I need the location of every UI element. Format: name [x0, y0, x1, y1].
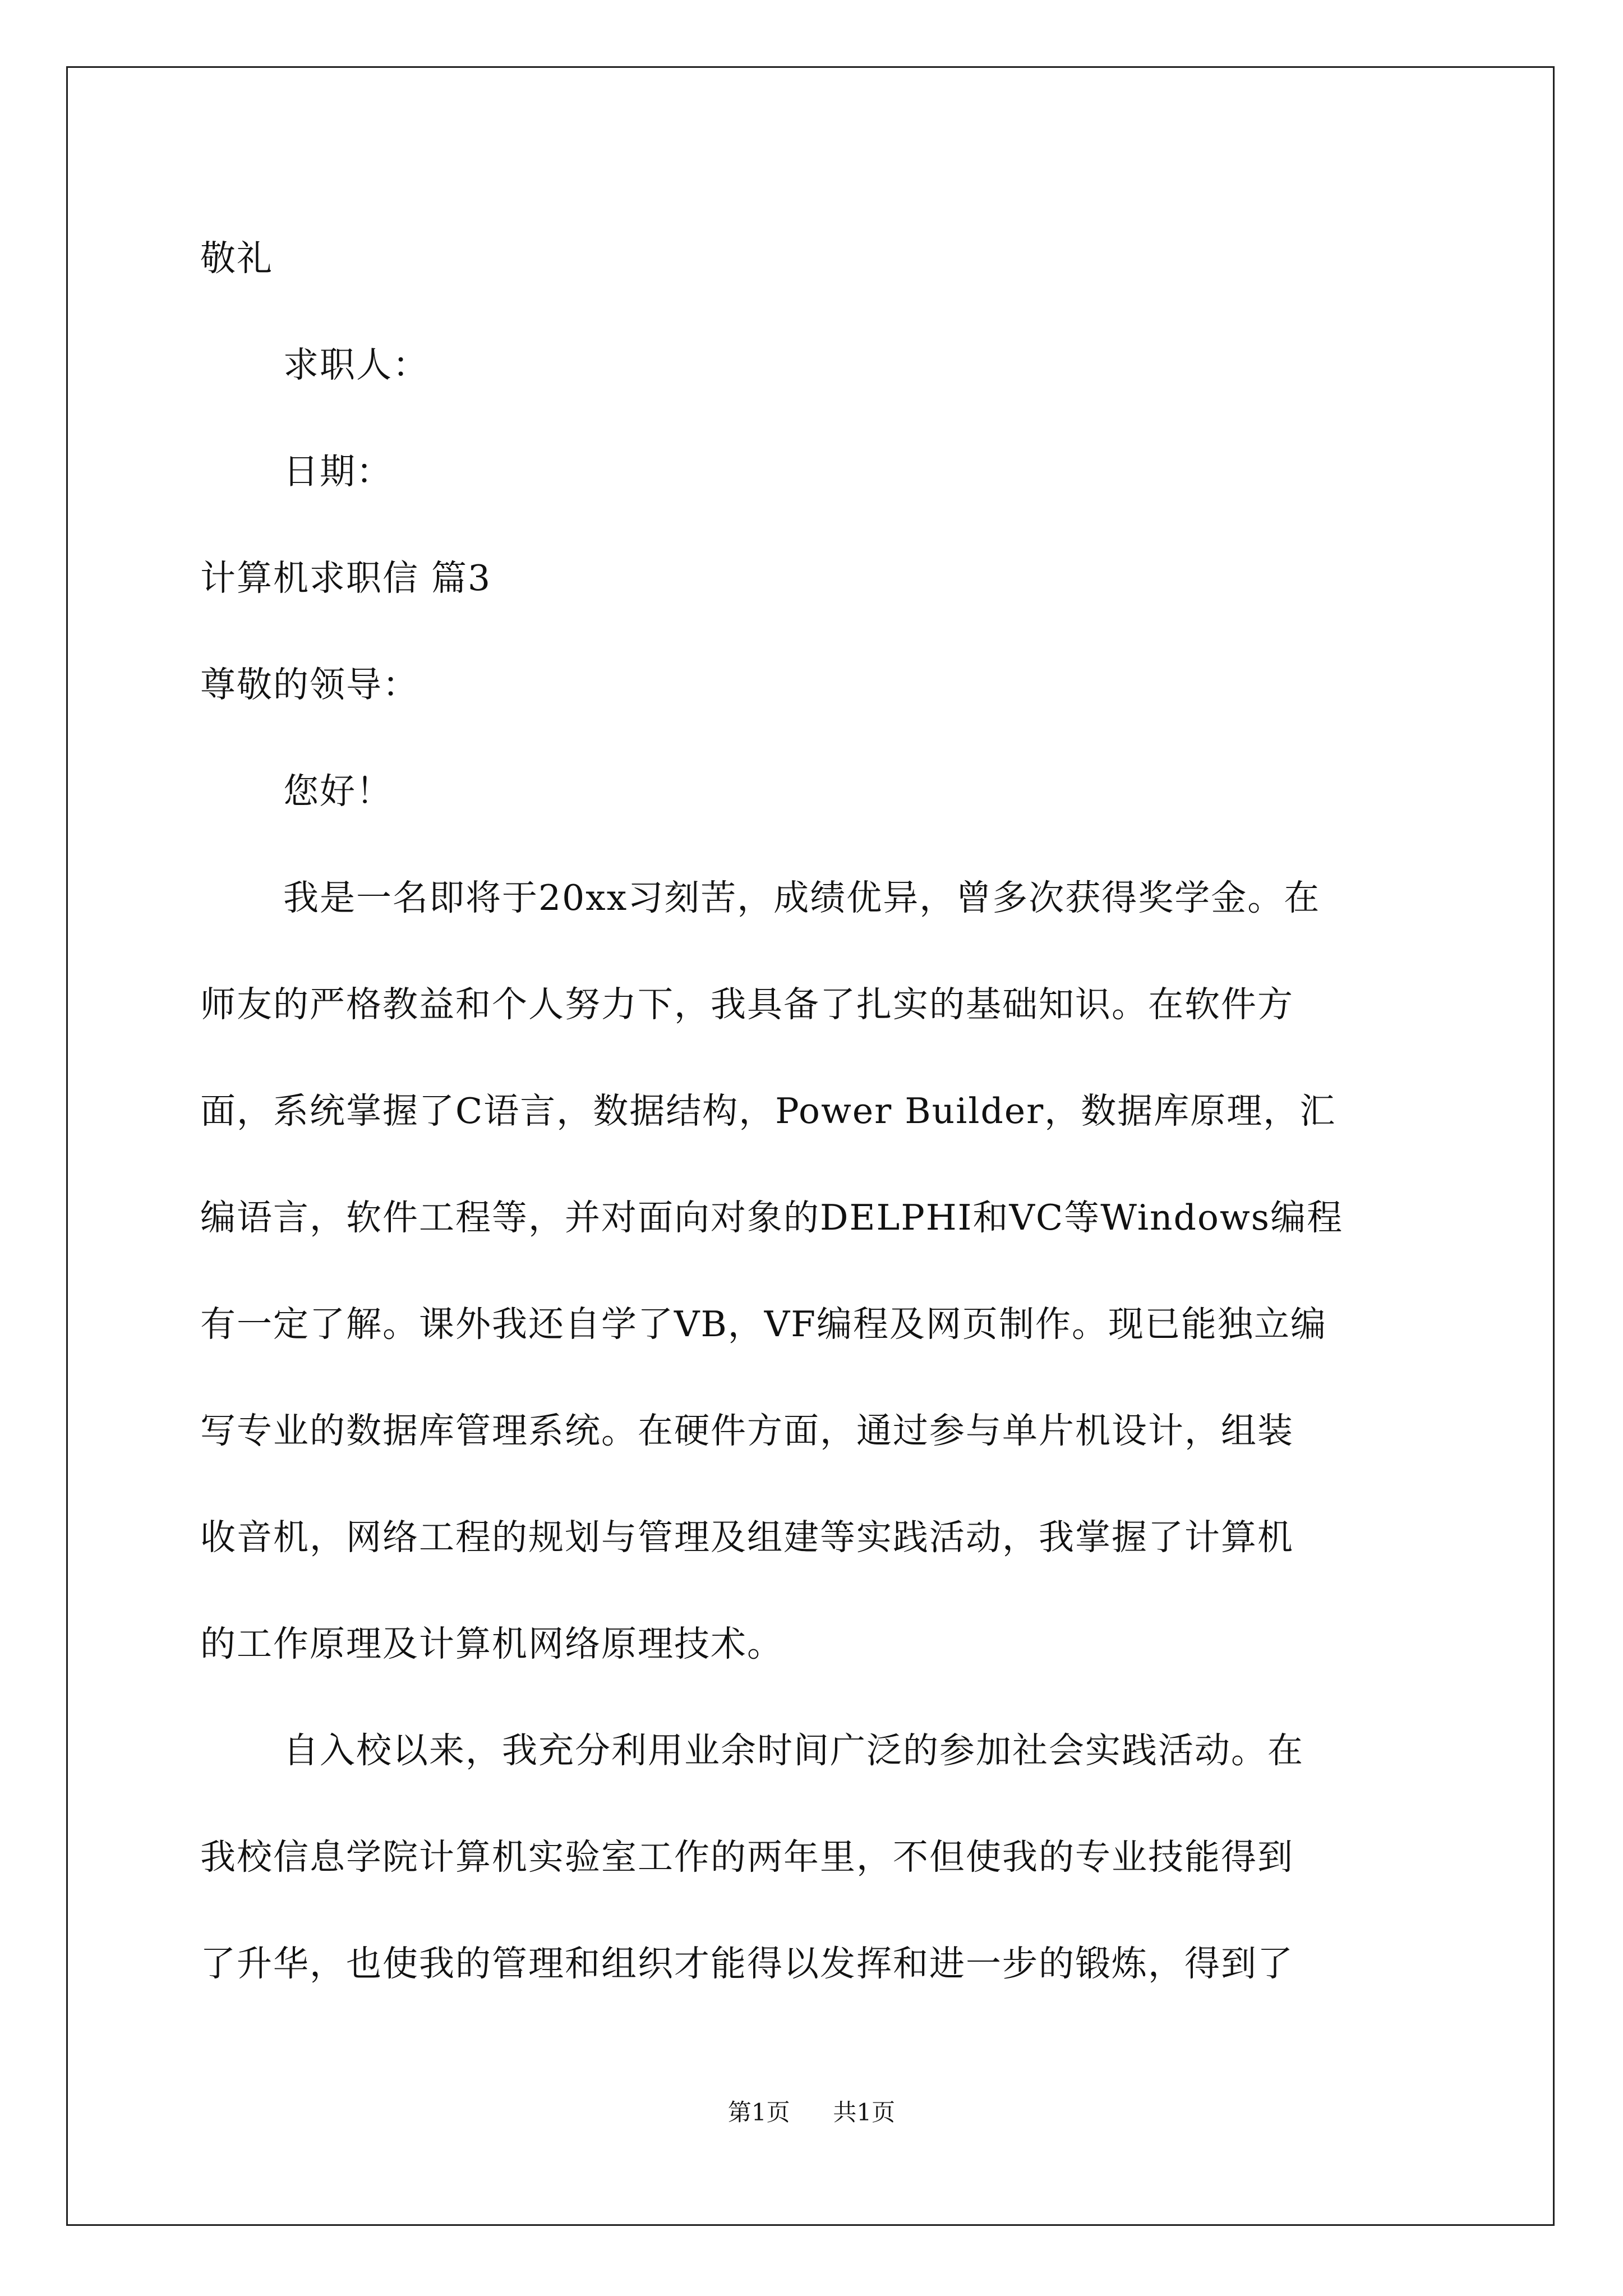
greeting: 您好！ [283, 771, 393, 812]
page-footer [0, 2094, 1623, 2128]
paragraph-line: 我校信息学院计算机实验室工作的两年里，不但使我的专业技能得到 [200, 1837, 1294, 1878]
paragraph-line: 师友的严格教益和个人努力下，我具备了扎实的基础知识。在软件方 [200, 984, 1294, 1025]
paragraph-line: 面，系统掌握了C语言，数据结构，Power Builder，数据库原理，汇 [200, 1091, 1336, 1131]
closing-line: 敬礼 [200, 238, 273, 279]
paragraph-line: 编语言，软件工程等，并对面向对象的DELPHI和VC等Windows编程 [200, 1197, 1344, 1238]
paragraph-line: 有一定了解。课外我还自学了VB，VF编程及网页制作。现已能独立编 [200, 1304, 1327, 1345]
paragraph-1 [200, 845, 1431, 1697]
paragraph-line: 收音机，网络工程的规划与管理及组建等实践活动，我掌握了计算机 [200, 1517, 1294, 1558]
page-number: 第1页 [727, 2099, 790, 2126]
paragraph-line: 了升华，也使我的管理和组织才能得以发挥和进一步的锻炼，得到了 [200, 1943, 1294, 1984]
total-pages: 共1页 [833, 2099, 896, 2126]
salutation: 尊敬的领导： [200, 664, 419, 705]
paragraph-line: 自入校以来，我充分利用业余时间广泛的参加社会实践活动。在 [283, 1730, 1304, 1771]
paragraph-line: 写专业的数据库管理系统。在硬件方面，通过参与单片机设计，组装 [200, 1410, 1294, 1451]
paragraph-2 [200, 1697, 1431, 2017]
paragraph-line: 我是一名即将于20xx习刻苦，成绩优异，曾多次获得奖学金。在 [283, 877, 1321, 918]
paragraph-line: 的工作原理及计算机网络原理技术。 [200, 1623, 783, 1664]
applicant-line: 求职人： [283, 344, 429, 385]
section-title: 计算机求职信 篇3 [200, 558, 492, 599]
document-body [200, 205, 1431, 2017]
date-line: 日期： [283, 451, 393, 492]
